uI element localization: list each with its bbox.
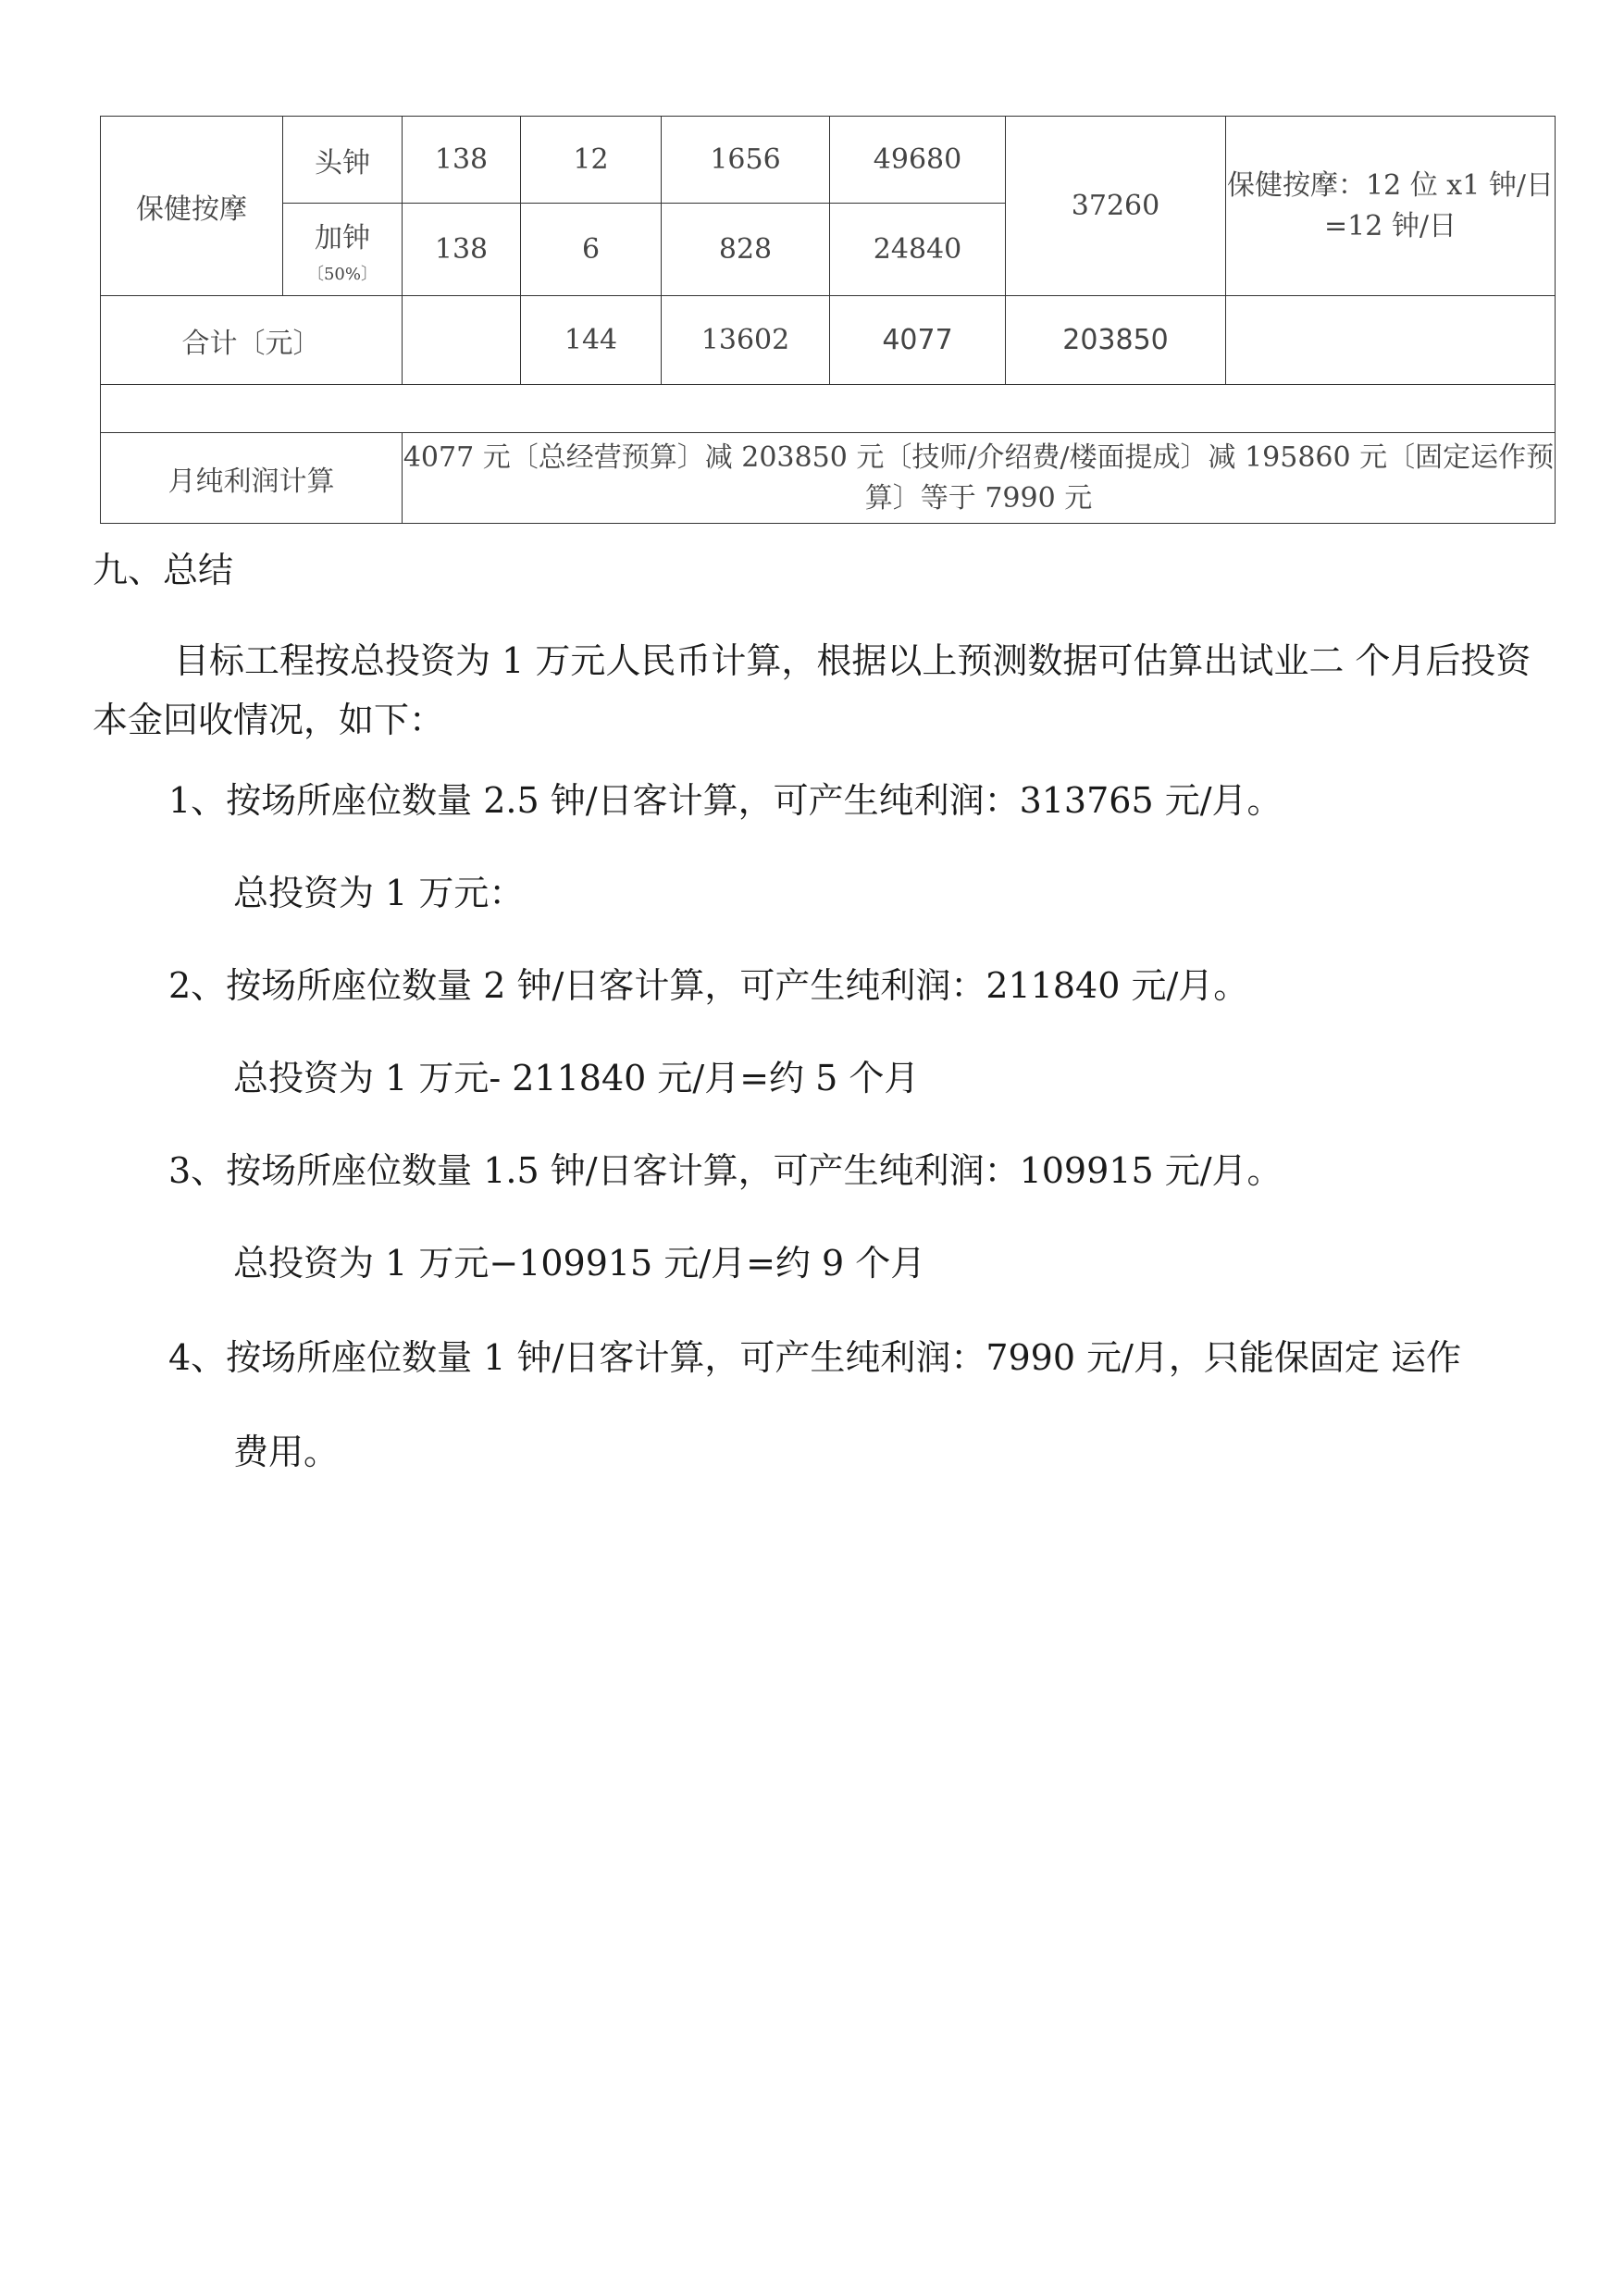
- massage-label: 保健按摩: [101, 117, 283, 296]
- sub-label-percent: 〔50%〕: [306, 264, 378, 284]
- count-cell: 6: [521, 204, 662, 296]
- total-price: [403, 296, 521, 385]
- price-cell: 138: [403, 117, 521, 204]
- profit-text: 4077 元〔总经营预算〕减 203850 元〔技师/介绍费/楼面提成〕减 195860 元〔固定运作预算〕等于 7990 元: [403, 433, 1556, 524]
- profit-row: [101, 433, 1556, 524]
- item-4: 4、按场所座位数量 1 钟/日客计算，可产生纯利润：7990 元/月，只能保固定 运作: [168, 1337, 1461, 1378]
- section-title: 九、总结: [93, 550, 234, 590]
- count-cell: 12: [521, 117, 662, 204]
- revenue-table: [100, 116, 1556, 524]
- sub-label-head: 头钟: [283, 117, 403, 204]
- item-1-detail: 总投资为 1 万元：: [233, 873, 525, 913]
- spacer-row: [101, 385, 1556, 433]
- merged-value-cell: 37260: [1006, 117, 1226, 296]
- table-row: [101, 117, 1556, 204]
- massage-note: 保健按摩：12 位 x1 钟/日=12 钟/日: [1226, 117, 1556, 296]
- profit-label: 月纯利润计算: [101, 433, 403, 524]
- total-commission: 203850: [1006, 296, 1226, 385]
- item-2-detail: 总投资为 1 万元- 211840 元/月=约 5 个月: [233, 1058, 920, 1098]
- sub-label-text: 加钟: [315, 221, 370, 254]
- item-3: 3、按场所座位数量 1.5 钟/日客计算，可产生纯利润：109915 元/月。: [168, 1150, 1283, 1191]
- monthly-cell: 24840: [830, 204, 1006, 296]
- empty-cell: [101, 385, 1556, 433]
- total-monthly: 4077: [830, 296, 1006, 385]
- intro-paragraph: 目标工程按总投资为 1 万元人民币计算，根据以上预测数据可估算出试业二 个月后投资本金回收情况，如下：: [93, 640, 1531, 740]
- item-4-detail: 费用。: [233, 1432, 340, 1472]
- monthly-cell: 49680: [830, 117, 1006, 204]
- total-amount: 13602: [662, 296, 830, 385]
- item-3-detail: 总投资为 1 万元−109915 元/月=约 9 个月: [233, 1243, 926, 1284]
- amount-cell: 828: [662, 204, 830, 296]
- item-1: 1、按场所座位数量 2.5 钟/日客计算，可产生纯利润：313765 元/月。: [168, 780, 1283, 821]
- total-count: 144: [521, 296, 662, 385]
- sub-label-extra: [283, 204, 403, 296]
- item-2: 2、按场所座位数量 2 钟/日客计算，可产生纯利润：211840 元/月。: [168, 965, 1249, 1006]
- total-label: 合计〔元〕: [101, 296, 403, 385]
- total-row: [101, 296, 1556, 385]
- price-cell: 138: [403, 204, 521, 296]
- total-note: [1226, 296, 1556, 385]
- amount-cell: 1656: [662, 117, 830, 204]
